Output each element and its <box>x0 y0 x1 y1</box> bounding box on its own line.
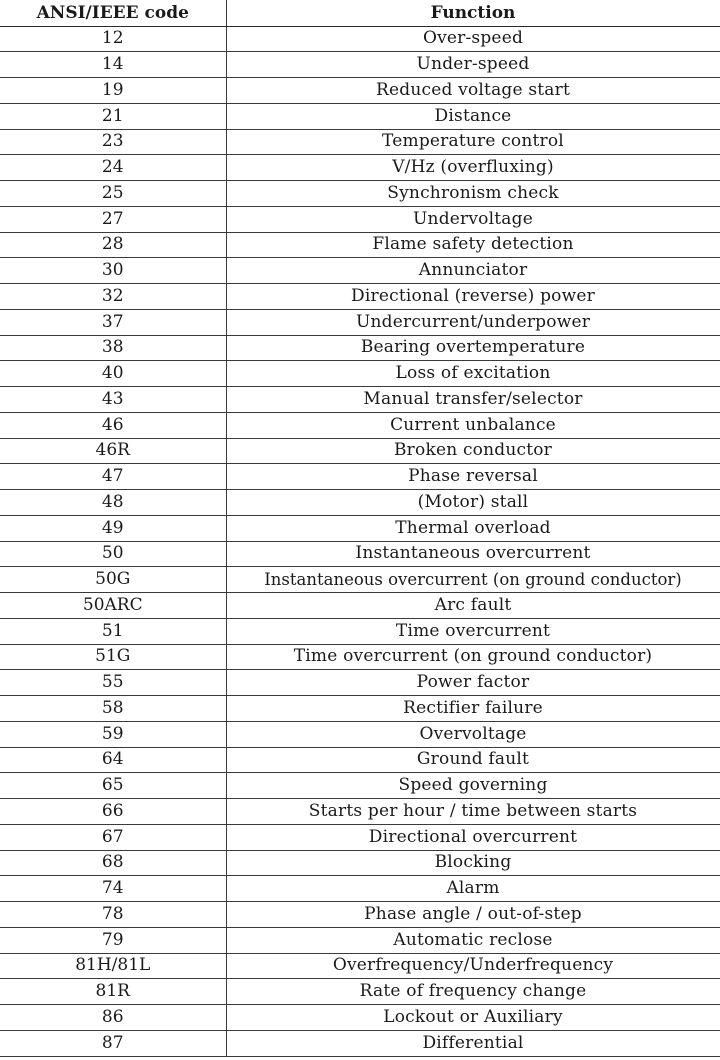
function-cell: Directional (reverse) power <box>226 284 720 310</box>
function-cell: Ground fault <box>226 747 720 773</box>
code-cell: 23 <box>0 129 226 155</box>
code-cell: 87 <box>0 1030 226 1056</box>
table-row <box>0 773 720 799</box>
table-row <box>0 618 720 644</box>
function-cell: Instantaneous overcurrent (on ground conductor) <box>226 567 720 593</box>
table-row <box>0 515 720 541</box>
function-cell: Instantaneous overcurrent <box>226 541 720 567</box>
code-cell: 74 <box>0 876 226 902</box>
table-row <box>0 644 720 670</box>
code-cell: 78 <box>0 902 226 928</box>
function-cell: Directional overcurrent <box>226 824 720 850</box>
table-row <box>0 309 720 335</box>
table-row <box>0 232 720 258</box>
code-cell: 46R <box>0 438 226 464</box>
table-row <box>0 258 720 284</box>
function-cell: Arc fault <box>226 593 720 619</box>
code-cell: 21 <box>0 103 226 129</box>
table-row <box>0 824 720 850</box>
function-cell: Differential <box>226 1030 720 1056</box>
code-cell: 67 <box>0 824 226 850</box>
code-cell: 14 <box>0 52 226 78</box>
table-row <box>0 181 720 207</box>
table-row <box>0 412 720 438</box>
table-row <box>0 902 720 928</box>
function-cell: Time overcurrent (on ground conductor) <box>226 644 720 670</box>
table-row <box>0 78 720 104</box>
code-cell: 12 <box>0 26 226 52</box>
code-cell: 38 <box>0 335 226 361</box>
table-row <box>0 335 720 361</box>
table-body <box>0 26 720 1056</box>
function-cell: Manual transfer/selector <box>226 387 720 413</box>
code-cell: 59 <box>0 721 226 747</box>
function-cell: Rectifier failure <box>226 696 720 722</box>
function-cell: Undervoltage <box>226 206 720 232</box>
function-cell: Flame safety detection <box>226 232 720 258</box>
code-cell: 50 <box>0 541 226 567</box>
table-row <box>0 155 720 181</box>
table-row <box>0 953 720 979</box>
function-cell: Time overcurrent <box>226 618 720 644</box>
table-row <box>0 103 720 129</box>
table-row <box>0 26 720 52</box>
function-cell: Reduced voltage start <box>226 78 720 104</box>
code-cell: 32 <box>0 284 226 310</box>
table-row <box>0 696 720 722</box>
table-row <box>0 541 720 567</box>
function-cell: Overfrequency/Underfrequency <box>226 953 720 979</box>
table-row <box>0 670 720 696</box>
table-row <box>0 799 720 825</box>
code-cell: 48 <box>0 490 226 516</box>
function-cell: Under-speed <box>226 52 720 78</box>
code-cell: 25 <box>0 181 226 207</box>
table-row <box>0 464 720 490</box>
function-cell: Overvoltage <box>226 721 720 747</box>
table-row <box>0 284 720 310</box>
code-cell: 46 <box>0 412 226 438</box>
table-row <box>0 721 720 747</box>
code-cell: 66 <box>0 799 226 825</box>
code-cell: 51G <box>0 644 226 670</box>
header-row <box>0 0 720 26</box>
table-row <box>0 387 720 413</box>
table-row <box>0 438 720 464</box>
function-cell: Current unbalance <box>226 412 720 438</box>
code-cell: 68 <box>0 850 226 876</box>
code-cell: 49 <box>0 515 226 541</box>
table-row <box>0 490 720 516</box>
function-cell: Power factor <box>226 670 720 696</box>
code-cell: 47 <box>0 464 226 490</box>
code-cell: 50G <box>0 567 226 593</box>
function-cell: V/Hz (overfluxing) <box>226 155 720 181</box>
function-cell: Thermal overload <box>226 515 720 541</box>
code-cell: 81H/81L <box>0 953 226 979</box>
code-cell: 58 <box>0 696 226 722</box>
code-cell: 40 <box>0 361 226 387</box>
header-ansi-code: ANSI/IEEE code <box>0 0 226 26</box>
table-row <box>0 876 720 902</box>
code-cell: 55 <box>0 670 226 696</box>
function-cell: Starts per hour / time between starts <box>226 799 720 825</box>
table-row <box>0 361 720 387</box>
table-row <box>0 1030 720 1056</box>
function-cell: Annunciator <box>226 258 720 284</box>
function-cell: (Motor) stall <box>226 490 720 516</box>
code-cell: 65 <box>0 773 226 799</box>
code-cell: 27 <box>0 206 226 232</box>
function-cell: Distance <box>226 103 720 129</box>
function-cell: Rate of frequency change <box>226 979 720 1005</box>
code-cell: 81R <box>0 979 226 1005</box>
code-cell: 28 <box>0 232 226 258</box>
function-cell: Lockout or Auxiliary <box>226 1005 720 1031</box>
code-cell: 43 <box>0 387 226 413</box>
table-row <box>0 979 720 1005</box>
table-row <box>0 206 720 232</box>
table-row <box>0 1005 720 1031</box>
table-row <box>0 850 720 876</box>
function-cell: Temperature control <box>226 129 720 155</box>
table-row <box>0 129 720 155</box>
function-cell: Phase reversal <box>226 464 720 490</box>
code-cell: 50ARC <box>0 593 226 619</box>
code-cell: 79 <box>0 927 226 953</box>
function-cell: Bearing overtemperature <box>226 335 720 361</box>
function-cell: Over-speed <box>226 26 720 52</box>
code-cell: 19 <box>0 78 226 104</box>
header-function: Function <box>226 0 720 26</box>
code-cell: 86 <box>0 1005 226 1031</box>
code-cell: 30 <box>0 258 226 284</box>
function-cell: Undercurrent/underpower <box>226 309 720 335</box>
table-row <box>0 593 720 619</box>
function-cell: Speed governing <box>226 773 720 799</box>
table-row <box>0 927 720 953</box>
function-cell: Broken conductor <box>226 438 720 464</box>
table-row <box>0 747 720 773</box>
code-cell: 51 <box>0 618 226 644</box>
table-header <box>0 0 720 26</box>
function-cell: Synchronism check <box>226 181 720 207</box>
function-cell: Blocking <box>226 850 720 876</box>
function-cell: Loss of excitation <box>226 361 720 387</box>
function-cell: Alarm <box>226 876 720 902</box>
code-cell: 64 <box>0 747 226 773</box>
table-row <box>0 52 720 78</box>
function-cell: Phase angle / out-of-step <box>226 902 720 928</box>
function-cell: Automatic reclose <box>226 927 720 953</box>
table-row <box>0 567 720 593</box>
code-cell: 37 <box>0 309 226 335</box>
code-cell: 24 <box>0 155 226 181</box>
